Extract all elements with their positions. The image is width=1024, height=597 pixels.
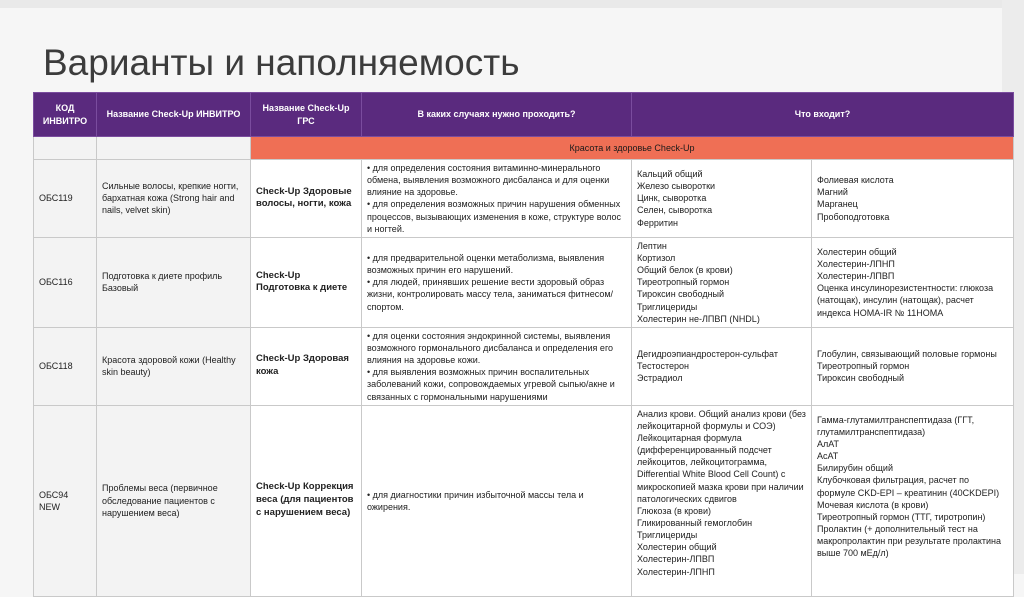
component-item: Тиреотропный гормон (ТТГ, тиротропин) <box>817 511 986 522</box>
component-item: Тироксин свободный <box>817 373 905 384</box>
component-item: Пробоподготовка <box>817 211 890 222</box>
row-grs-name: Check-Up Здоровые волосы, ногти, кожа <box>251 160 362 238</box>
component-item: Дегидроэпиандростерон-сульфат <box>637 349 778 360</box>
table-row <box>34 237 1014 327</box>
reason-item: • для диагностики причин избыточной массы тела и ожирения. <box>367 489 584 512</box>
row-components-1 <box>632 405 812 596</box>
reason-item: • для выявления возможных причин воспалительных заболеваний кожи, сопровождаемых угревой сыпью/акне и связанных с гормональными нарушениями <box>367 367 615 402</box>
row-components-1 <box>632 160 812 238</box>
row-grs-name: Check-Up Здоровая кожа <box>251 327 362 405</box>
component-item: Эстрадиол <box>637 373 683 384</box>
row-components-2 <box>812 237 1014 327</box>
row-code: ОБС118 <box>34 327 97 405</box>
row-grs-name: Check-Up Коррекция веса (для пациентов с нарушением веса) <box>251 405 362 596</box>
reason-item: • для оценки состояния эндокринной системы, выявления возможного гормонального дисбаланса и определения его влияния на здоровье кожи. <box>367 330 614 366</box>
component-item: Триглицериды <box>637 301 698 312</box>
component-item: Тироксин свободный <box>637 289 725 300</box>
component-item: Ферритин <box>637 217 679 228</box>
component-item: Гамма-глутамилтранспептидаза (ГГТ, глутамилтранспептидаза) <box>817 414 975 437</box>
header-when: В каких случаях нужно проходить? <box>362 93 632 137</box>
component-item: Билирубин общий <box>817 463 893 474</box>
component-item: Глобулин, связывающий половые гормоны <box>817 349 997 360</box>
row-components-1 <box>632 237 812 327</box>
reason-item: • для определения возможных причин нарушения обменных процессов, вызывающих изменения в коже, структуре волос и ногтей. <box>367 199 622 234</box>
header-code: КОД ИНВИТРО <box>34 93 97 137</box>
row-components-2 <box>812 160 1014 238</box>
component-item: Общий белок (в крови) <box>637 265 733 276</box>
checkup-table <box>33 92 1014 597</box>
section-title: Красота и здоровье Check-Up <box>251 137 1014 160</box>
row-reasons <box>362 160 632 238</box>
row-reasons <box>362 405 632 596</box>
reason-item: • для определения состояния витаминно-минерального обмена, выявления возможного дисбаланса и для оценки влияние на здоровье. <box>367 163 610 198</box>
component-item: Тестостерон <box>637 361 690 372</box>
row-invitro-name: Подготовка к диете профиль Базовый <box>97 237 251 327</box>
row-code: ОБС116 <box>34 237 97 327</box>
component-item: Железо сыворотки <box>637 181 716 192</box>
row-grs-name: Check-Up Подготовка к диете <box>251 237 362 327</box>
component-item: Холестерин-ЛПВП <box>817 271 895 282</box>
row-components-1 <box>632 327 812 405</box>
header-includes: Что входит? <box>632 93 1014 137</box>
component-item: Холестерин общий <box>637 542 717 553</box>
component-item: Мочевая кислота (в крови) <box>817 499 929 510</box>
component-item: Холестерин-ЛПНП <box>637 566 715 577</box>
component-item: АсАТ <box>817 451 839 462</box>
row-invitro-name: Проблемы веса (первичное обследование пациентов с нарушением веса) <box>97 405 251 596</box>
component-item: Клубочковая фильтрация, расчет по формуле CKD-EPI – креатинин (40CKDEPI) <box>817 475 1000 498</box>
component-item: Холестерин не-ЛПВП (NHDL) <box>637 313 760 324</box>
row-code: ОБС94 NEW <box>34 405 97 596</box>
reason-item: • для людей, принявших решение вести здоровый образ жизни, контролировать массу тела, заниматься фитнесом/спортом. <box>367 277 614 312</box>
component-item: Холестерин общий <box>817 246 897 257</box>
component-item: Глюкоза (в крови) <box>637 505 711 516</box>
component-item: Фолиевая кислота <box>817 175 894 186</box>
component-item: Гликированный гемоглобин <box>637 517 753 528</box>
page-title: Варианты и наполняемость <box>43 42 520 83</box>
row-components-2 <box>812 327 1014 405</box>
table-row <box>34 405 1014 596</box>
component-item: Цинк, сыворотка <box>637 193 707 204</box>
table-row <box>34 327 1014 405</box>
header-grs: Название Check-Up ГРС <box>251 93 362 137</box>
component-item: Лептин <box>637 240 667 251</box>
component-item: Кортизол <box>637 252 676 263</box>
component-item: Тиреотропный гормон <box>637 277 730 288</box>
component-item: Лейкоцитарная формула (дифференцированный подсчет лейкоцитов, лейкоцитограмма, Differential White Blood Cell Count) с микроскопией мазка крови при наличии патологических сдвигов <box>637 432 804 504</box>
component-item: Триглицериды <box>637 530 698 541</box>
component-item: Селен, сыворотка <box>637 205 713 216</box>
component-item: Анализ крови. Общий анализ крови (без лейкоцитарной формулы и СОЭ) <box>637 408 806 431</box>
component-item: Марганец <box>817 199 858 210</box>
table-row <box>34 160 1014 238</box>
component-item: Тиреотропный гормон <box>817 361 910 372</box>
header-name: Название Check-Up ИНВИТРО <box>97 93 251 137</box>
component-item: АлАТ <box>817 438 840 449</box>
top-band <box>0 0 1024 8</box>
component-item: Холестерин-ЛПНП <box>817 259 895 270</box>
section-blank <box>34 137 97 160</box>
section-row <box>34 137 1014 160</box>
component-item: Магний <box>817 187 848 198</box>
row-reasons <box>362 327 632 405</box>
row-invitro-name: Красота здоровой кожи (Healthy skin beauty) <box>97 327 251 405</box>
section-blank <box>97 137 251 160</box>
header-row <box>34 93 1014 137</box>
reason-item: • для предварительной оценки метаболизма, выявления возможных причин его нарушений. <box>367 252 605 276</box>
component-item: Кальций общий <box>637 169 703 180</box>
row-components-2 <box>812 405 1014 596</box>
component-item: Холестерин-ЛПВП <box>637 554 715 565</box>
component-item: Пролактин (+ дополнительный тест на макропролактин при результате пролактина выше 700 мЕд/л) <box>817 523 1001 559</box>
row-reasons <box>362 237 632 327</box>
row-code: ОБС119 <box>34 160 97 238</box>
component-item: Оценка инсулинорезистентности: глюкоза (натощак), инсулин (натощак), расчет индекса HOMA-IR № 11HOMA <box>817 283 994 318</box>
row-invitro-name: Сильные волосы, крепкие ногти, бархатная кожа (Strong hair and nails, velvet skin) <box>97 160 251 238</box>
